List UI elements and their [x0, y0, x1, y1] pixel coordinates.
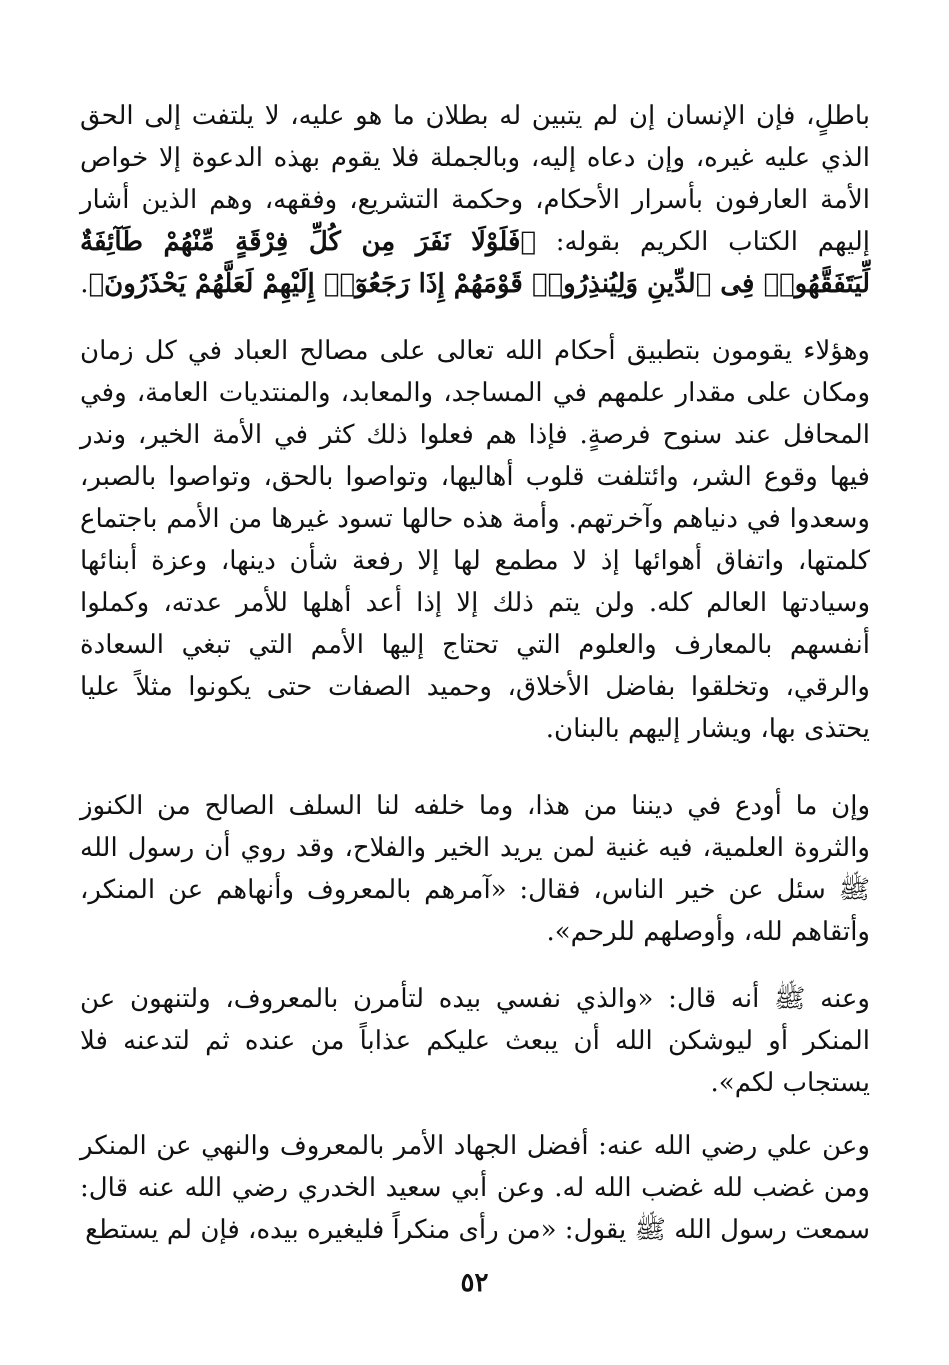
- paragraph-1-end: .: [80, 269, 89, 299]
- quran-verse: ﴿فَلَوْلَا نَفَرَ مِن كُلِّ فِرْقَةٍ مِّنْهُمْ طَآئِفَةٌ لِّيَتَفَقَّهُوا۟ فِى ٱلدِّينِ وَلِيُنذِرُوا۟ قَوْمَهُمْ إِذَا رَجَعُوٓا۟ إِلَيْهِمْ لَعَلَّهُمْ يَحْذَرُونَ﴾: [80, 227, 870, 299]
- paragraph-1: [80, 95, 870, 305]
- paragraph-5: [80, 1125, 870, 1251]
- paragraph-4-text: وعنه ﷺ أنه قال: «والذي نفسي بيده لتأمرن بالمعروف، ولتنهون عن المنكر أو ليوشكن الله أن يبعث عليكم عذاباً من عنده ثم لتدعنه فلا يستجاب لكم».: [80, 984, 870, 1098]
- paragraph-4: [80, 978, 870, 1104]
- paragraph-2-text: وهؤلاء يقومون بتطبيق أحكام الله تعالى على مصالح العباد في كل زمان ومكان على مقدار علمهم في المساجد، والمعابد، والمنتديات العامة، وفي المحافل عند سنوح فرصةٍ. فإذا هم فعلوا ذلك كثر في الأمة الخير، وندر فيها وقوع الشر، وائتلفت قلوب أهاليها، وتواصوا بالحق، وتواصوا بالصبر، وسعدوا في دنياهم وآخرتهم. وأمة هذه حالها تسود غيرها من الأمم باجتماع كلمتها، واتفاق أهوائها إذ لا مطمع لها إلا رفعة شأن دينها، وعزة أبنائها وسيادتها العالم كله. ولن يتم ذلك إلا إذا أعد أهلها للأمر عدته، وكملوا أنفسهم بالمعارف والعلوم التي تحتاج إليها الأمم التي تبغي السعادة والرقي، وتخلقوا بفاضل الأخلاق، وحميد الصفات حتى يكونوا مثلاً عليا يحتذى بها، ويشار إليهم بالبنان.: [80, 336, 870, 744]
- paragraph-3: [80, 785, 870, 953]
- paragraph-1-text: باطلٍ، فإن الإنسان إن لم يتبين له بطلان ما هو عليه، لا يلتفت إلى الحق الذي عليه غيره، وإن دعاه إليه، وبالجملة فلا يقوم بهذه الدعوة إلا خواص الأمة العارفون بأسرار الأحكام، وحكمة التشريع، وفقهه، وهم الذين أشار إليهم الكتاب الكريم بقوله:: [80, 101, 870, 257]
- page-number: ٥٢: [460, 1268, 489, 1298]
- paragraph-5-text: وعن علي رضي الله عنه: أفضل الجهاد الأمر بالمعروف والنهي عن المنكر ومن غضب لله غضب الله له. وعن أبي سعيد الخدري رضي الله عنه قال: سمعت رسول الله ﷺ يقول: «من رأى منكراً فليغيره بيده، فإن لم يستطع: [80, 1131, 870, 1245]
- paragraph-3-text: وإن ما أودع في ديننا من هذا، وما خلفه لنا السلف الصالح من الكنوز والثروة العلمية، فيه غنية لمن يريد الخير والفلاح، وقد روي أن رسول الله ﷺ سئل عن خير الناس، فقال: «آمرهم بالمعروف وأنهاهم عن المنكر، وأتقاهم لله، وأوصلهم للرحم».: [80, 791, 870, 947]
- paragraph-2: [80, 330, 870, 750]
